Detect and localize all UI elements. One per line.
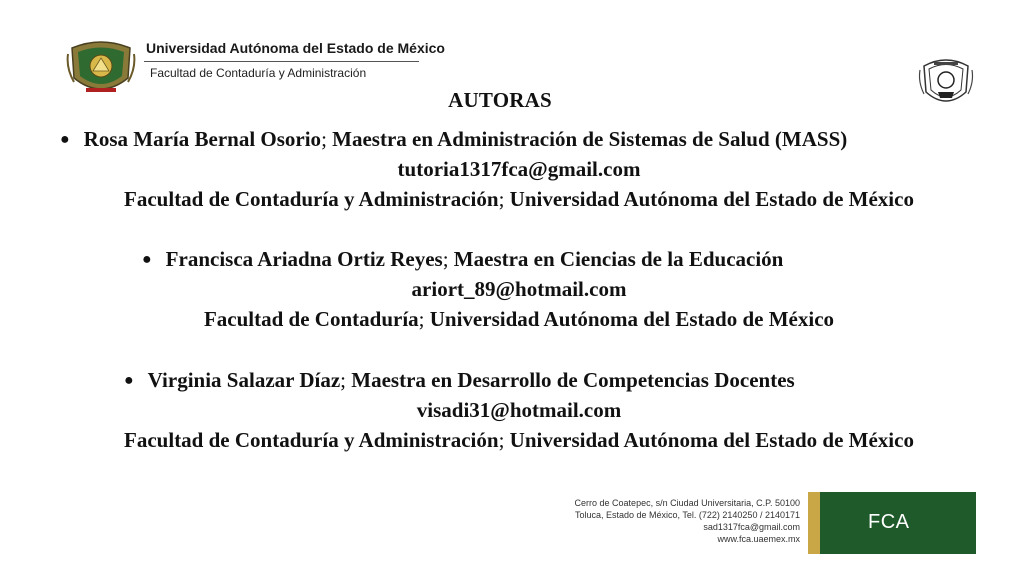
author-2-affiliation [0, 304, 1024, 334]
author-3-line [124, 365, 795, 396]
author-3-email: visadi31@hotmail.com [416, 398, 622, 422]
author-2-email: ariort_89@hotmail.com [411, 277, 627, 301]
university-name: Universidad Autónoma del Estado de México [146, 40, 445, 56]
faculty-name: Facultad de Contaduría y Administración [150, 66, 367, 80]
author-1-affiliation-separator: ; [498, 187, 505, 211]
bullet-dot-icon: ● [142, 251, 152, 268]
author-2-affiliation-separator: ; [418, 307, 425, 331]
author-1-separator: ; [321, 127, 327, 151]
footer-accent-bar [808, 492, 820, 554]
author-2-affiliation-university: Universidad Autónoma del Estado de México [429, 307, 835, 331]
author-1-affiliation [0, 184, 1024, 214]
footer-contact [575, 497, 800, 545]
author-3-affiliation-university: Universidad Autónoma del Estado de México [509, 428, 914, 452]
author-3-separator: ; [340, 368, 347, 392]
page-title: AUTORAS [448, 88, 552, 112]
footer-badge-label: FCA [868, 511, 910, 533]
author-3-affiliation [0, 425, 1024, 455]
author-3-affiliation-faculty: Facultad de Contaduría y Administración [124, 428, 499, 452]
author-1-affiliation-faculty: Facultad de Contaduría y Administración [124, 187, 499, 211]
author-3-affiliation-separator: ; [498, 428, 505, 452]
author-2-separator: ; [442, 247, 449, 271]
author-1-degree: Maestra en Administración de Sistemas de Salud (MASS) [332, 127, 848, 151]
author-2-name: Francisca Ariadna Ortiz Reyes [165, 247, 443, 271]
footer-address-line2: Toluca, Estado de México, Tel. (722) 2140250 / 2140171 [575, 510, 800, 520]
author-3-name: Virginia Salazar Díaz [147, 368, 341, 392]
header-divider [144, 61, 419, 62]
bullet-dot-icon: ● [124, 372, 134, 389]
footer-website: www.fca.uaemex.mx [717, 534, 800, 544]
author-2-degree: Maestra en Ciencias de la Educación [453, 247, 784, 271]
footer-address-line1: Cerro de Coatepec, s/n Ciudad Universitaria, C.P. 50100 [574, 498, 800, 508]
footer-email: sad1317fca@gmail.com [703, 522, 800, 532]
bullet-dot-icon: ● [60, 131, 70, 148]
author-1-email: tutoria1317fca@gmail.com [397, 157, 641, 181]
author-1-line [60, 124, 847, 155]
author-3-degree: Maestra en Desarrollo de Competencias Docentes [351, 368, 795, 392]
author-2-line [142, 244, 783, 275]
author-2-affiliation-faculty: Facultad de Contaduría [203, 307, 419, 331]
author-1-affiliation-university: Universidad Autónoma del Estado de México [509, 187, 914, 211]
author-1-name: Rosa María Bernal Osorio [83, 127, 322, 151]
